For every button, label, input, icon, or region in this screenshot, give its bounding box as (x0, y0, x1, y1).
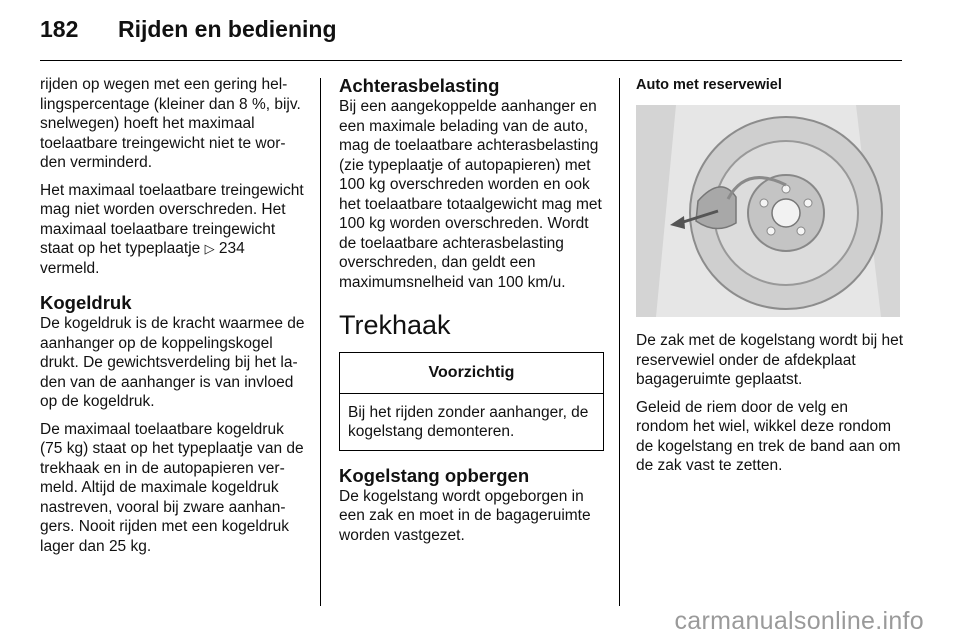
header-rule (40, 60, 902, 61)
warning-text: Bij het rijden zonder aanhanger, de kogelstang demonteren. (348, 403, 589, 440)
page-number: 182 (40, 16, 79, 42)
paragraph: Geleid de riem door de velg en rondom het wiel, wikkel deze rondom de kogelstang en trek de band aan om de zak vast te zetten. (636, 398, 901, 474)
figure-caption: Auto met reservewiel (636, 77, 782, 93)
section-heading: Kogelstang opbergen (339, 464, 530, 486)
paragraph: De kogeldruk is de kracht waarmee de aanhanger op de koppelingskogel drukt. De gewichtsverdeling bij het laden van de aanhanger is van invloed op de kogeldruk. (40, 315, 305, 410)
paragraph (40, 181, 306, 279)
paragraph-text: vermeld. (40, 259, 100, 277)
column-2 (339, 75, 604, 553)
warning-title: Voorzichtig (340, 353, 603, 394)
page-reference-icon: ▷ (204, 241, 215, 256)
chapter-title: Trekhaak (339, 310, 451, 340)
paragraph: Bij een aangekoppelde aanhanger en een maximale belading van de auto, mag de toelaatbare achterasbelasting (zie typeplaatje of autopapieren) met 100 kg overschreden worden en ook het toelaatbare totaalgewicht mag met 100 kg worden overschreden. Wordt de toelaatbare achterasbelasting overschreden, dan geldt een maximumsnelheid van 100 km/u. (339, 98, 602, 291)
column-3 (636, 75, 904, 484)
column-divider-2 (619, 78, 620, 606)
paragraph: De kogelstang wordt opgeborgen in een zak en moet in de bagageruimte worden vastgezet. (339, 487, 591, 544)
watermark: carmanualsonline.info (674, 607, 924, 635)
column-divider-1 (320, 78, 321, 606)
section-heading: Achterasbelasting (339, 75, 500, 96)
page-title: Rijden en bediening (118, 16, 337, 42)
column-1 (40, 75, 306, 564)
spare-wheel-illustration (636, 105, 900, 317)
paragraph: De zak met de kogelstang wordt bij het reservewiel onder de afdekplaat bagageruimte geplaatst. (636, 332, 904, 388)
section-heading: Kogeldruk (40, 292, 132, 313)
paragraph: De maximaal toelaatbare kogeldruk (75 kg) staat op het typeplaatje van de trekhaak en in de autopapieren vermeld. Altijd de maximale kogeldruk nastreven, vooral bij zware aanhangers. Nooit rijden met een kogeldruk lager dan 25 kg. (40, 420, 304, 555)
paragraph: rijden op wegen met een gering hellingspercentage (kleiner dan 8 %, bijv. snelwegen) hoeft het maximaal toelaatbare treingewicht niet te worden verminderd. (40, 76, 301, 171)
warning-box (339, 352, 604, 451)
page-reference[interactable]: 234 (218, 240, 245, 257)
paragraph-text: Het maximaal toelaatbare treingewicht mag niet worden overschreden. Het maximaal toelaatbare treingewicht staat op het typeplaatje (40, 181, 304, 257)
page-header (40, 16, 337, 43)
